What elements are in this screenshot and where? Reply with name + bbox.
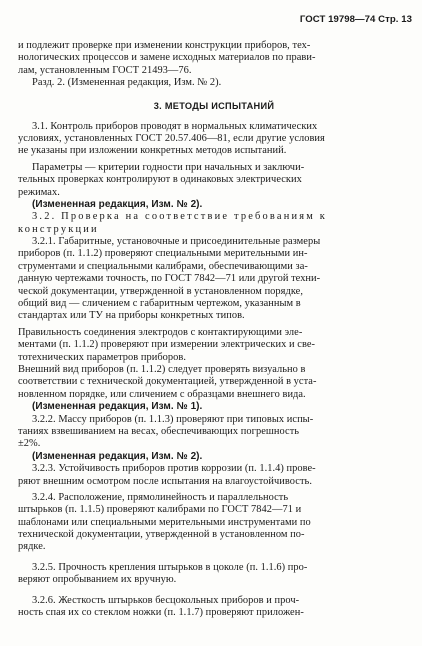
correct-line: тотехнических параметров приборов. [18,351,187,363]
p3-1-line: условиях, установленных ГОСТ 20.57.406—81, если другие условия [18,132,325,144]
p3-2-heading: конструкции [18,223,99,235]
p3-2-1-line: ческой документации, утвержденной в установленном порядке, [18,285,303,297]
p3-2-1-line: общий вид — сличением с габаритным чертежом, указанным в [18,298,301,310]
p3-1-line: не указаны при изложении конкретных методов испытаний. [18,145,287,157]
amendment-note: (Измененная редакция, Изм. № 2). [32,198,203,210]
params-line: Параметры — критерии годности при начальных и заключи- [32,161,305,173]
intro-line: и подлежит проверке при изменении конструкции приборов, тех- [18,40,311,51]
p3-2-1-line: стандартах или ТУ на приборы конкретных типов. [18,310,245,322]
params-line: режимах. [18,186,60,198]
p3-2-3-line: 3.2.3. Устойчивость приборов против коррозии (п. 1.1.4) прове- [32,463,316,475]
p3-2-5-line: веряют опробыванием их вручную. [18,574,177,586]
p3-2-1-line: 3.2.1. Габаритные, установочные и присоединительные размеры [32,236,321,248]
section-title: 3. МЕТОДЫ ИСПЫТАНИЙ [153,100,275,111]
p3-2-1-line: данную чертежами точность, по ГОСТ 7842—71 или другой техни- [18,273,321,285]
p3-2-4-line: технической документации, утвержденной в установленном по- [18,529,305,541]
p3-2-4-line: штырьков (п. 1.1.5) проверяют калибрами по ГОСТ 7842—71 и [18,504,302,516]
p3-2-2-line: 3.2.2. Массу приборов (п. 1.1.3) проверяют при типовых испы- [32,413,314,425]
external-line: Внешний вид приборов (п. 1.1.2) следует проверять визуально в [18,363,306,375]
p3-2-6-line: 3.2.6. Жесткость штырьков бесцокольных приборов и проч- [32,594,300,606]
section2-note: Разд. 2. (Измененная редакция, Изм. № 2). [32,77,222,89]
p3-1-line: 3.1. Контроль приборов проводят в нормальных климатических [32,120,318,132]
p3-2-heading: 3.2. Проверка на соответствие требованиям к [32,211,328,223]
p3-2-4-line: рядке. [18,541,46,553]
page-header: ГОСТ 19798—74 Стр. 13 [299,14,412,25]
p3-2-2-line: таниях взвешиванием на весах, обеспечивающих погрешность [18,425,300,437]
p3-2-4-line: шаблонами или специальными мерительными инструментами по [18,516,311,528]
params-line: тельных проверках контролируют в одинаковых электрических [18,174,302,186]
external-line: новленном порядке, или сличением с образцами внешнего вида. [18,388,306,400]
p3-2-3-line: ряют внешним осмотром после испытания на влагоустойчивость. [18,475,312,487]
p3-2-1-line: струментами и специальными калибрами, обеспечивающими за- [18,260,308,272]
document-body [18,40,410,619]
intro-line: лам, установленным ГОСТ 21493—76. [18,64,192,76]
correct-line: Правильность соединения электродов с контактирующими эле- [18,326,303,338]
correct-line: ментами (п. 1.1.2) проверяют при измерении электрических и све- [18,339,316,351]
p3-2-1-line: приборов (п. 1.1.2) проверяют специальными мерительными ин- [18,248,308,260]
p3-2-4-line: 3.2.4. Расположение, прямолинейность и параллельность [32,491,289,503]
p3-2-6-line: ность спая их со стеклом ножки (п. 1.1.7) проверяют приложен- [18,607,304,619]
amendment-note: (Измененная редакция, Изм. № 1). [32,401,203,413]
amendment-note: (Измененная редакция, Изм. № 2). [32,450,203,462]
p3-2-5-line: 3.2.5. Прочность крепления штырьков в цоколе (п. 1.1.6) про- [32,561,308,573]
p3-2-2-line: ±2%. [18,438,41,450]
intro-line: нологических процессов и замене исходных материалов по прави- [18,52,316,64]
external-line: соответствии с технической документацией, утвержденной в уста- [18,376,317,388]
